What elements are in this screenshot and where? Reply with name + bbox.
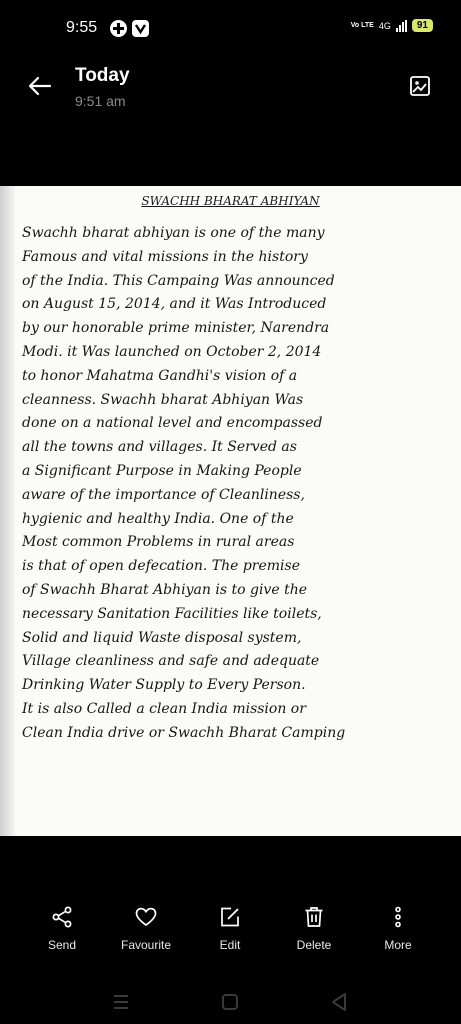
text-line: done on a national level and encompassed	[22, 415, 323, 432]
text-line: necessary Sanitation Facilities like toilets,	[22, 605, 322, 622]
text-line: on August 15, 2014, and it Was Introduced	[22, 296, 327, 313]
more-button[interactable]	[358, 905, 438, 952]
send-label: Send	[47, 938, 77, 952]
more-label: More	[384, 938, 412, 952]
delete-label: Delete	[296, 938, 332, 952]
check-app-icon	[132, 20, 149, 37]
text-line: Famous and vital missions in the history	[22, 248, 308, 265]
share-icon	[50, 905, 74, 929]
edit-icon	[218, 905, 242, 929]
edit-button[interactable]	[190, 905, 270, 952]
text-line: It is also Called a clean India mission or	[22, 700, 306, 717]
delete-button[interactable]	[274, 905, 354, 952]
text-line: Modi. it Was launched on October 2, 2014	[22, 343, 322, 360]
text-line: Clean India drive or Swachh Bharat Camping	[22, 724, 346, 741]
text-line: Most common Problems in rural areas	[22, 534, 295, 551]
text-line: a Significant Purpose in Making People	[22, 462, 302, 479]
text-line: aware of the importance of Cleanliness,	[22, 486, 305, 503]
heart-icon	[134, 905, 158, 929]
more-vertical-icon	[386, 905, 410, 929]
status-bar	[0, 0, 461, 56]
signal-type: 4G	[378, 20, 391, 31]
notification-app-icon	[110, 20, 127, 37]
text-line: by our honorable prime minister, Narendra	[22, 320, 330, 337]
edit-label: Edit	[219, 938, 241, 952]
text-line: is that of open defecation. The premise	[22, 558, 300, 575]
status-time: 9:55	[66, 19, 98, 36]
volte-indicator: Vo LTE	[350, 22, 374, 29]
text-line: cleanness. Swachh bharat Abhiyan Was	[22, 391, 304, 408]
page-subtitle: 9:51 am	[75, 93, 126, 109]
back-nav-icon[interactable]	[325, 988, 353, 1016]
back-arrow-icon[interactable]	[26, 72, 54, 100]
text-line: Swachh bharat abhiyan is one of the many	[22, 225, 325, 241]
text-line: of the India. This Campaing Was announced	[22, 272, 335, 289]
handwritten-text	[22, 222, 454, 746]
text-line: Solid and liquid Waste disposal system,	[22, 629, 302, 646]
battery-icon: 91	[412, 19, 433, 32]
text-line: Village cleanliness and safe and adequate	[22, 653, 320, 670]
text-line: of Swachh Bharat Abhiyan is to give the	[22, 581, 307, 598]
text-line: to honor Mahatma Gandhi's vision of a	[22, 367, 298, 384]
image-edit-icon[interactable]	[409, 75, 431, 97]
trash-icon	[302, 905, 326, 929]
favourite-label: Favourite	[120, 938, 172, 952]
photo-view[interactable]	[0, 186, 461, 836]
viewer-header	[0, 56, 461, 116]
action-bar	[0, 905, 461, 965]
page-title: Today	[75, 65, 130, 86]
status-indicators	[351, 19, 433, 32]
recents-icon[interactable]	[107, 988, 135, 1016]
text-line: hygienic and healthy India. One of the	[22, 510, 294, 527]
note-title: SWACHH BHARAT ABHIYAN	[141, 194, 320, 208]
signal-icon	[396, 20, 407, 32]
text-line: all the towns and villages. It Served as	[22, 439, 297, 456]
text-line: Drinking Water Supply to Every Person.	[22, 677, 306, 694]
send-button[interactable]	[22, 905, 102, 952]
system-nav-bar	[0, 980, 461, 1024]
home-icon[interactable]	[216, 988, 244, 1016]
favourite-button[interactable]	[106, 905, 186, 952]
